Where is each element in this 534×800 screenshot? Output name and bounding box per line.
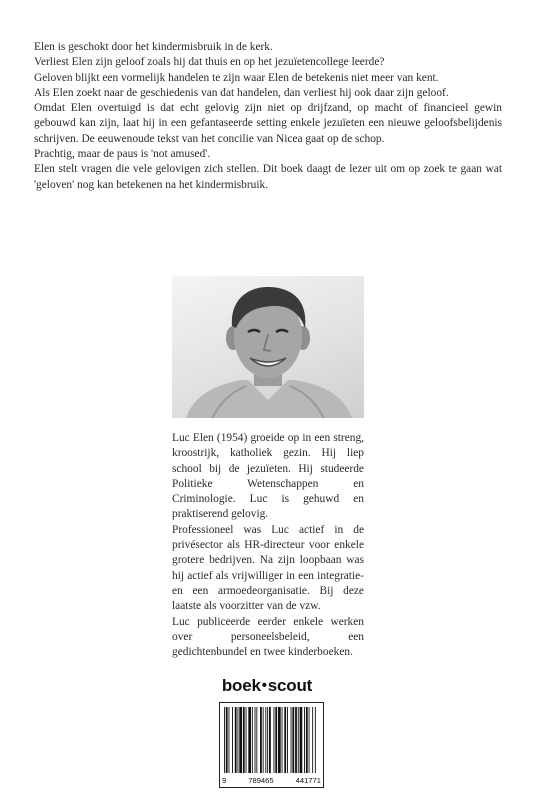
author-photo: [172, 276, 364, 418]
barcode-bar: [232, 707, 233, 773]
barcode-bar: [306, 707, 308, 773]
barcode-bar: [263, 707, 264, 773]
barcode-bar: [260, 707, 262, 773]
blurb-paragraph-4: Als Elen zoekt naar de geschiedenis van dat handelen, dan verliest hij ook daar zijn geloof.: [34, 86, 449, 99]
barcode-bar: [246, 707, 247, 773]
publisher-dot: •: [261, 677, 267, 694]
bio-paragraph-1: Luc Elen (1954) groeide op in een streng, kroostrijk, katholiek gezin. Hij liep school bij de jezuïeten. Hij studeerde Politieke Wetenschappen en Criminologie. Luc is gehuwd en praktiserend gelovig.: [172, 432, 364, 521]
barcode-bar: [229, 707, 230, 773]
barcode-bar: [300, 707, 303, 773]
blurb-paragraph-5: Omdat Elen overtuigd is dat echt gelovig zijn niet op drijfzand, op macht of financieel gewin gebouwd kan zijn, laat hij in een gefantaseerde setting enkele jezuïeten een nieuwe geloofsbelijdenis schrijven. De eeuwenoude tekst van het concilie van Nicea gaat op de schop.: [34, 102, 502, 145]
barcode-digits: [222, 776, 321, 785]
publisher-name-part2: scout: [267, 676, 313, 695]
publisher-logo: [0, 676, 534, 696]
blurb-paragraph-3: Geloven blijkt een vormelijk handelen te zijn waar Elen de betekenis niet meer van kent.: [34, 71, 439, 84]
barcode-bar: [255, 707, 256, 773]
isbn-barcode: [219, 702, 324, 788]
barcode-digit-group-3: 441771: [295, 776, 321, 785]
barcode-digit-group-2: 789465: [248, 776, 274, 785]
barcode-bar: [274, 707, 275, 773]
barcode-bar: [265, 707, 266, 773]
barcode-bar: [309, 707, 310, 773]
barcode-bar: [267, 707, 268, 773]
barcode-bar: [248, 707, 251, 773]
barcode-bar: [287, 707, 288, 773]
barcode-bar: [252, 707, 253, 773]
blurb-paragraph-2: Verliest Elen zijn geloof zoals hij dat thuis en op het jezuïetencollege leerde?: [34, 56, 385, 69]
barcode-bar: [275, 707, 277, 773]
barcode-bar: [312, 707, 313, 773]
barcode-bar: [224, 707, 225, 773]
barcode-bar: [256, 707, 257, 773]
blurb-paragraph-1: Elen is geschokt door het kindermisbruik in de kerk.: [34, 41, 273, 53]
barcode-bar: [282, 707, 283, 773]
back-cover-blurb: [34, 40, 502, 193]
barcode-bar: [278, 707, 281, 773]
bio-paragraph-3: Luc publiceerde eerder enkele werken over personeelsbeleid, een gedichtenbundel en twee kinderboeken.: [172, 615, 364, 659]
barcode-bar: [315, 707, 316, 773]
barcode-bar: [239, 707, 242, 773]
barcode-bar: [269, 707, 271, 773]
barcode-bar: [238, 707, 239, 773]
barcode-bar: [291, 707, 292, 773]
barcode-bar: [235, 707, 237, 773]
barcode-bar: [284, 707, 286, 773]
barcode-bar: [295, 707, 297, 773]
barcode-bar: [304, 707, 305, 773]
barcode-bar: [226, 707, 228, 773]
barcode-bar: [243, 707, 245, 773]
blurb-paragraph-6: Prachtig, maar de paus is 'not amused'.: [34, 148, 211, 161]
barcode-bar: [292, 707, 294, 773]
blurb-paragraph-7: Elen stelt vragen die vele gelovigen zich stellen. Dit boek daagt de lezer uit om op zoek te gaan wat 'geloven' nog kan betekenen na het kindermisbruik.: [34, 163, 502, 191]
publisher-name-part1: boek: [221, 676, 261, 695]
barcode-bar: [298, 707, 299, 773]
author-bio: [172, 431, 364, 660]
bio-paragraph-2: Professioneel was Luc actief in de privésector als HR-directeur voor enkele grotere bedrijven. Na zijn loopbaan was hij actief als vrijwilliger in een integratie- en een armoedeorganisatie. Bij deze laatste als voorzitter van de vzw.: [172, 523, 364, 613]
barcode-bars: [220, 703, 323, 787]
barcode-digit-group-1: 9: [222, 776, 227, 785]
